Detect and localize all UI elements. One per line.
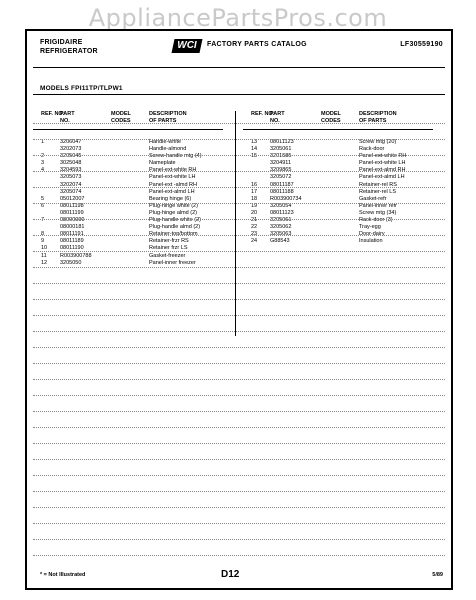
part-number: R003900734	[270, 195, 302, 202]
part-header: PART NO.	[270, 111, 285, 124]
part-row	[33, 210, 223, 217]
dotted-rule	[33, 523, 445, 524]
site-watermark: AppliancePartsPros.com	[88, 4, 388, 32]
ref-number: 5	[41, 195, 45, 202]
ref-number: 13	[251, 139, 258, 145]
dotted-rule	[33, 155, 445, 156]
ref-number: 19	[251, 202, 258, 209]
ref-number: 24	[251, 238, 258, 245]
part-row	[33, 189, 223, 196]
part-description: Panel-ext-white RH	[149, 167, 197, 174]
ref-number: 16	[251, 181, 258, 188]
part-number: 3205061	[270, 217, 292, 224]
part-number: 3205073	[60, 174, 82, 181]
part-description: Insulation	[359, 238, 383, 245]
not-illustrated-note: * = Not Illustrated	[40, 572, 86, 578]
part-number: 08011199	[60, 209, 84, 216]
ref-number: 6	[41, 202, 45, 209]
dotted-rule	[33, 203, 445, 204]
part-number: 3209865	[270, 167, 292, 174]
ref-number: 1	[41, 139, 45, 145]
part-description: Retainer-top/bottom	[149, 231, 198, 238]
ref-number: 20	[251, 209, 258, 216]
dotted-rule	[33, 459, 445, 460]
dotted-rule	[33, 171, 445, 172]
part-description: Gasket-refr	[359, 195, 387, 202]
part-row	[243, 224, 433, 231]
dotted-rule	[33, 139, 445, 140]
catalog-page	[25, 29, 453, 590]
ref-number: 18	[251, 195, 258, 202]
part-number: 05012007	[60, 195, 85, 202]
part-row	[33, 146, 223, 153]
part-number: 08011123	[270, 139, 294, 145]
ref-number: 9	[41, 238, 45, 245]
part-description: Rack-door (3)	[359, 217, 393, 224]
part-description: Bearing hinge (6)	[149, 195, 192, 202]
part-number: R003900788	[60, 252, 92, 259]
dotted-rule	[33, 283, 445, 284]
part-number: 3201585	[270, 153, 292, 160]
part-row	[33, 174, 223, 181]
column-divider	[235, 111, 236, 336]
part-number: 08000181	[60, 224, 85, 231]
dotted-rule	[33, 475, 445, 476]
ref-number: 23	[251, 231, 258, 238]
catalog-title: FACTORY PARTS CATALOG	[207, 41, 307, 48]
part-row	[243, 146, 433, 153]
part-row	[243, 160, 433, 167]
page-code: D12	[221, 569, 240, 580]
part-number: 3202073	[60, 146, 82, 153]
part-description: Panel-ext-white LH	[149, 174, 196, 181]
part-description: Rack-door	[359, 146, 385, 153]
ref-number: 17	[251, 188, 258, 195]
ref-number: 21	[251, 217, 258, 224]
part-description: Plug-handle white (2)	[149, 217, 201, 224]
part-description: Panel-inner freezer	[149, 259, 196, 266]
part-row	[243, 238, 433, 245]
ref-number: 12	[41, 259, 48, 266]
dotted-rule	[33, 363, 445, 364]
part-description: Plug-handle almd (2)	[149, 224, 201, 231]
wci-logo: WCI	[172, 39, 203, 53]
part-number: 3205072	[270, 174, 292, 181]
part-description: Panel-ext-almd LH	[149, 188, 195, 195]
brand-name: FRIGIDAIRE	[40, 39, 83, 46]
dotted-rule	[33, 219, 445, 220]
part-row	[243, 196, 433, 203]
part-row	[243, 210, 433, 217]
dotted-rule	[33, 491, 445, 492]
part-description: Screw mtg (34)	[359, 209, 397, 216]
part-description: Panel-inner refr	[359, 202, 397, 209]
part-number: 3205045	[60, 153, 82, 160]
part-number: 08000090	[60, 217, 85, 224]
part-number: 3206047	[60, 139, 82, 145]
part-number: 08011189	[60, 238, 84, 245]
ref-number: 15	[251, 153, 258, 160]
part-description: Plug-hinge almd (2)	[149, 209, 197, 216]
brand-block	[40, 38, 98, 56]
part-number: 08011123	[270, 209, 294, 216]
part-row	[33, 196, 223, 203]
dotted-rule	[33, 539, 445, 540]
part-row	[243, 139, 433, 146]
part-row	[243, 189, 433, 196]
part-row	[33, 260, 223, 267]
part-number: 3025048	[60, 160, 82, 167]
ref-number: 7	[41, 217, 45, 224]
part-number: 3204593	[60, 167, 82, 174]
dotted-rule	[33, 267, 445, 268]
dotted-rule	[33, 187, 445, 188]
models-divider	[33, 94, 445, 95]
part-header: PART NO.	[60, 111, 75, 124]
dotted-rule	[33, 395, 445, 396]
ref-number: 2	[41, 153, 45, 160]
part-description: Panel-ext -almd RH	[149, 181, 197, 188]
ref-number: 3	[41, 160, 45, 167]
part-number: G88543	[270, 238, 290, 245]
desc-header: DESCRIPTION OF PARTS	[359, 111, 397, 124]
part-row	[33, 224, 223, 231]
ref-number: 8	[41, 231, 45, 238]
dotted-rule	[33, 427, 445, 428]
ref-header: REF. NO.	[251, 111, 275, 117]
document-number: LF30559190	[400, 41, 443, 48]
dotted-rule	[33, 235, 445, 236]
left-column-header	[33, 111, 223, 131]
part-row	[243, 174, 433, 181]
ref-number: 22	[251, 224, 258, 231]
ref-number: 10	[41, 245, 48, 252]
part-description: Nameplate	[149, 160, 176, 167]
model-header: MODEL CODES	[111, 111, 131, 124]
part-number: 3205050	[60, 259, 82, 266]
part-description: Panel-ext-almd RH	[359, 167, 406, 174]
desc-header: DESCRIPTION OF PARTS	[149, 111, 187, 124]
part-description: Retainer frzr LS	[149, 245, 188, 252]
part-description: Retainer-frzr RS	[149, 238, 189, 245]
part-number: 3205063	[270, 231, 292, 238]
dotted-rule	[33, 123, 445, 124]
part-description: Panel-ext-white LH	[359, 160, 406, 167]
right-parts-column	[243, 111, 433, 245]
part-number: 3205054	[270, 202, 292, 209]
ref-number: 4	[41, 167, 45, 174]
part-row	[33, 139, 223, 146]
part-number: 3205062	[270, 224, 292, 231]
part-row	[33, 160, 223, 167]
publication-date: 5/89	[432, 572, 443, 578]
dotted-rule	[33, 347, 445, 348]
dotted-rule	[33, 331, 445, 332]
header-divider	[33, 67, 445, 68]
left-parts-column	[33, 111, 223, 267]
part-description: Retainer-rel RS	[359, 181, 397, 188]
ref-number: 11	[41, 252, 47, 259]
part-number: 3202074	[60, 181, 82, 188]
part-description: Gasket-freezer	[149, 252, 186, 259]
part-number: 08011188	[270, 188, 294, 195]
dotted-rule	[33, 555, 445, 556]
part-number: 08011187	[270, 181, 294, 188]
part-row	[33, 238, 223, 245]
part-description: Door-dairy	[359, 231, 385, 238]
dotted-rule	[33, 299, 445, 300]
part-description: Handle-almond	[149, 146, 187, 153]
model-header: MODEL CODES	[321, 111, 341, 124]
part-description: Tray-egg	[359, 224, 381, 231]
part-number: 3205074	[60, 188, 82, 195]
part-row	[33, 253, 223, 260]
part-number: 3204911	[270, 160, 292, 167]
dotted-rule	[33, 411, 445, 412]
part-description: Panel-ext-almd LH	[359, 174, 405, 181]
dotted-rule	[33, 315, 445, 316]
part-number: 08011198	[60, 202, 84, 209]
dotted-rule	[33, 379, 445, 380]
models-label: MODELS FPI11TP/TLPW1	[40, 85, 123, 92]
part-description: Screw mtg (20)	[359, 139, 397, 145]
right-column-header	[243, 111, 433, 131]
part-description: Screw-handle mtg (4)	[149, 153, 202, 160]
part-description: Panel-ext-white RH	[359, 153, 407, 160]
part-description: Retainer-rel LS	[359, 188, 396, 195]
part-number: 08011190	[60, 245, 84, 252]
dotted-rule	[33, 443, 445, 444]
product-name: REFRIGERATOR	[40, 48, 98, 55]
part-description: Handle-white	[149, 139, 182, 145]
dotted-rule	[33, 251, 445, 252]
ref-header: REF. NO.	[41, 111, 65, 117]
dotted-rule	[33, 507, 445, 508]
part-number: 3205061	[270, 146, 292, 153]
part-description: Plug-hinge white (2)	[149, 202, 198, 209]
part-number: 08011191	[60, 231, 84, 238]
ref-number: 14	[251, 146, 258, 153]
